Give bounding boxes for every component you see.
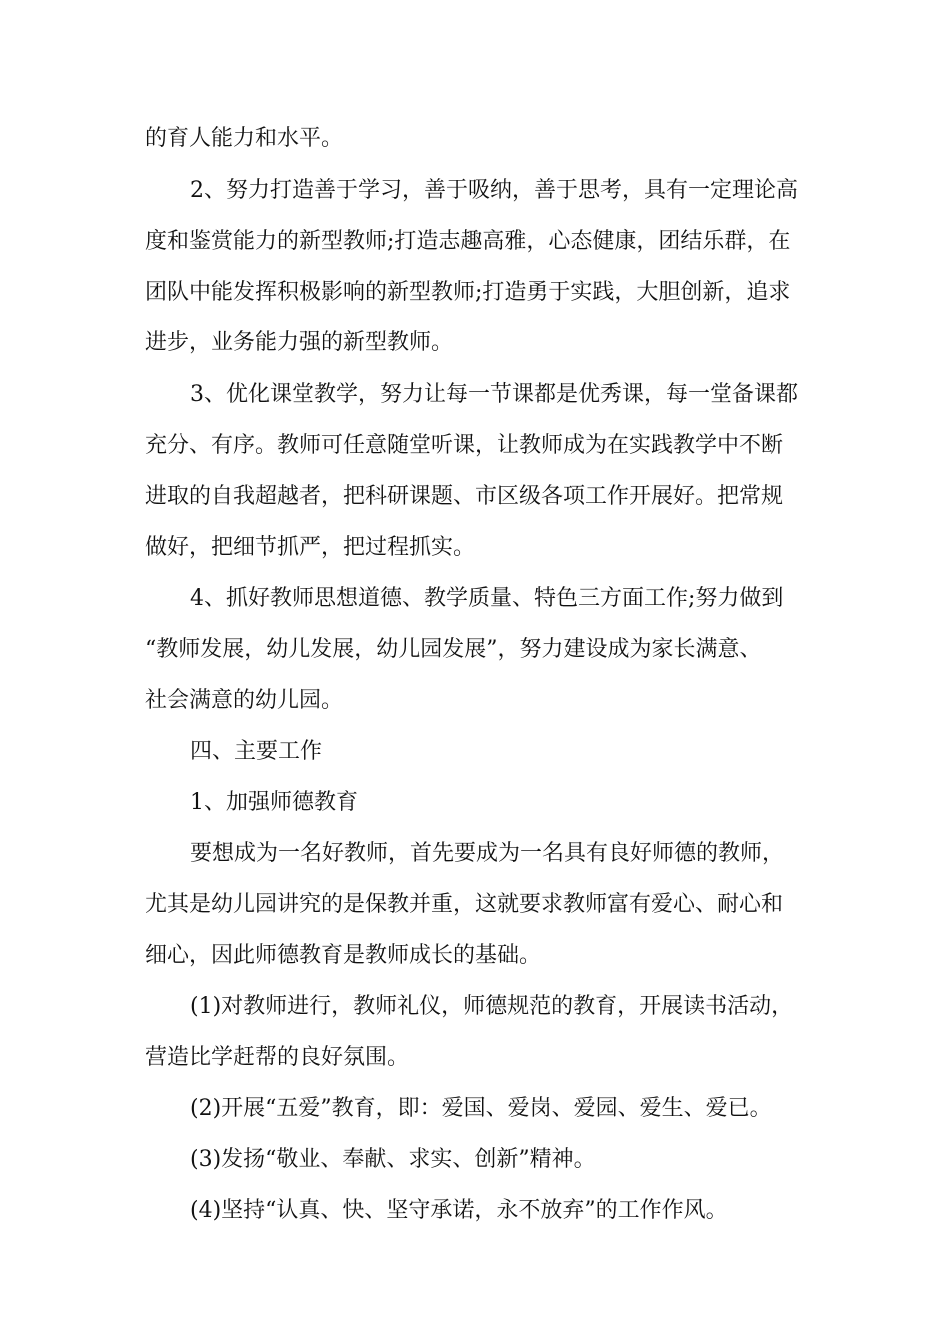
paragraph-line: 4、抓好教师思想道德、教学质量、特色三方面工作;努力做到 — [190, 586, 784, 611]
paragraph-line: 团队中能发挥积极影响的新型教师;打造勇于实践，大胆创新，追求 — [145, 280, 791, 305]
paragraph-line: 社会满意的幼儿园。 — [145, 688, 344, 713]
paragraph-line: 进取的自我超越者，把科研课题、市区级各项工作开展好。把常规 — [145, 484, 784, 509]
paragraph-line: 营造比学赶帮的良好氛围。 — [145, 1045, 410, 1070]
paragraph-line: 2、努力打造善于学习，善于吸纳，善于思考，具有一定理论高 — [190, 178, 798, 203]
list-item: (2)开展“五爱”教育，即：爱国、爱岗、爱园、爱生、爱已。 — [190, 1096, 772, 1121]
list-item: (3)发扬“敬业、奉献、求实、创新”精神。 — [190, 1147, 596, 1172]
paragraph-line: 要想成为一名好教师，首先要成为一名具有良好师德的教师， — [190, 841, 785, 866]
section-heading: 四、主要工作 — [190, 739, 323, 764]
paragraph-line: “教师发展，幼儿发展，幼儿园发展”，努力建设成为家长满意、 — [145, 637, 762, 662]
list-item: (1)对教师进行，教师礼仪，师德规范的教育，开展读书活动， — [190, 994, 794, 1019]
paragraph-line: 3、优化课堂教学，努力让每一节课都是优秀课，每一堂备课都 — [190, 382, 798, 407]
paragraph-line: 的育人能力和水平。 — [145, 126, 344, 151]
subsection-heading: 1、加强师德教育 — [190, 790, 358, 815]
paragraph-line: 细心，因此师德教育是教师成长的基础。 — [145, 943, 542, 968]
paragraph-line: 进步，业务能力强的新型教师。 — [145, 330, 454, 355]
list-item: (4)坚持“认真、快、坚守承诺，永不放弃”的工作作风。 — [190, 1198, 728, 1223]
paragraph-line: 度和鉴赏能力的新型教师;打造志趣高雅，心态健康，团结乐群，在 — [145, 229, 791, 254]
paragraph-line: 做好，把细节抓严，把过程抓实。 — [145, 535, 476, 560]
paragraph-line: 尤其是幼儿园讲究的是保教并重，这就要求教师富有爱心、耐心和 — [145, 892, 784, 917]
paragraph-line: 充分、有序。教师可任意随堂听课，让教师成为在实践教学中不断 — [145, 433, 784, 458]
